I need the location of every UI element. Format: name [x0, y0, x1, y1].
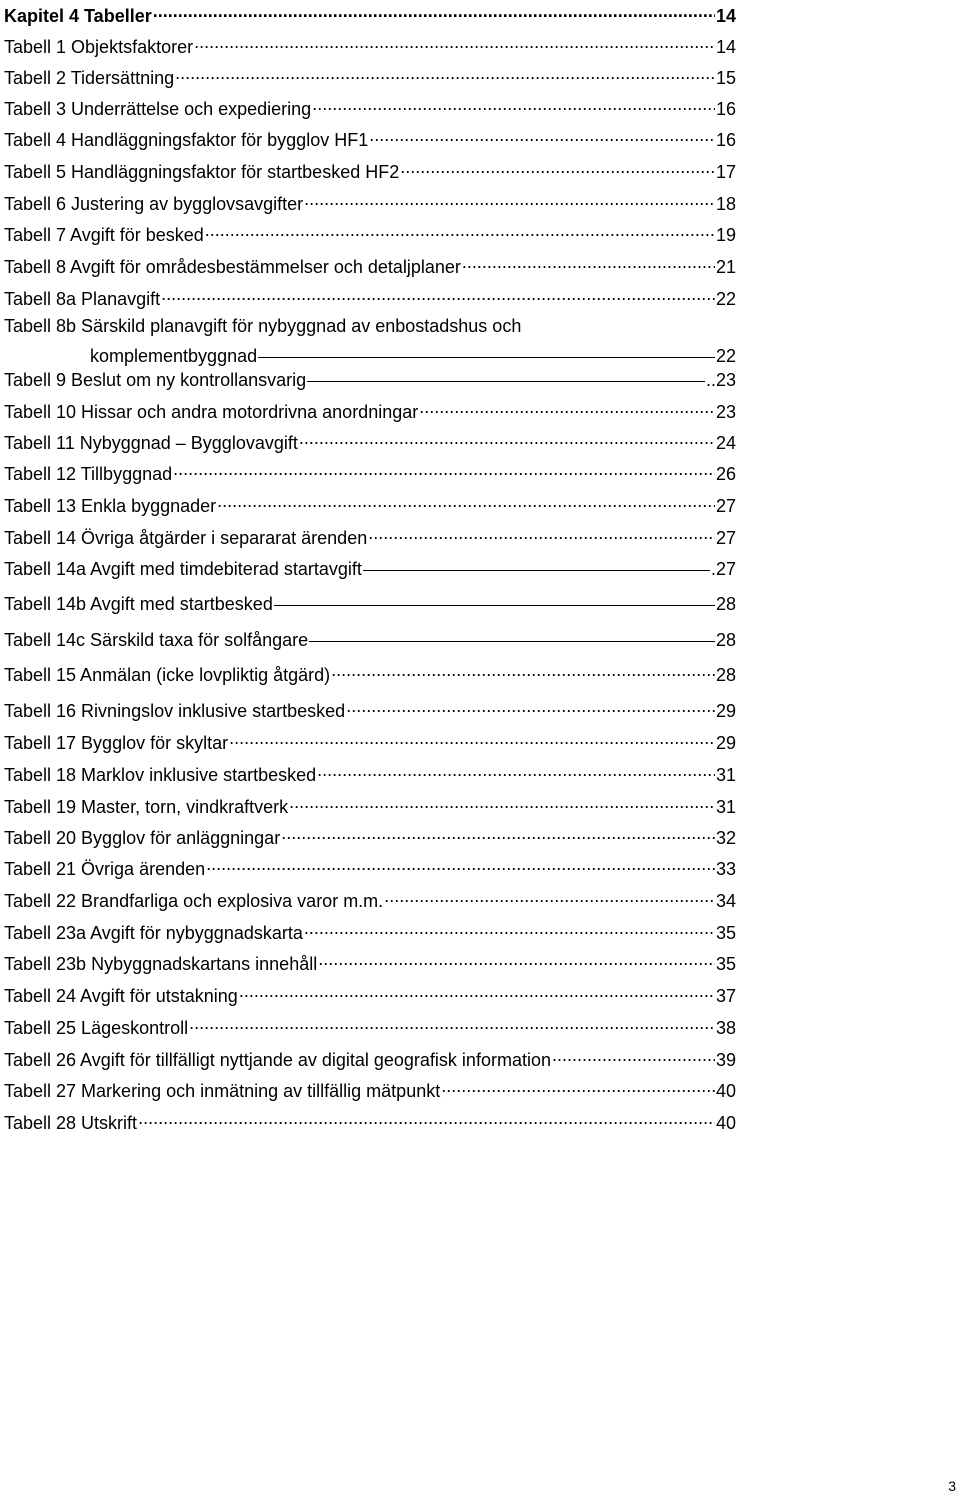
- toc-leader: [368, 522, 715, 544]
- toc-entry[interactable]: [4, 1075, 736, 1102]
- toc-leader: [206, 853, 715, 875]
- toc-entry-label: Tabell 6 Justering av bygglovsavgifter: [4, 194, 304, 214]
- toc-entry-label: Tabell 12 Tillbyggnad: [4, 464, 173, 484]
- toc-leader: [346, 695, 715, 717]
- toc-leader: [363, 553, 710, 575]
- toc-entry-page: 16: [715, 99, 736, 119]
- toc-entry-label: Kapitel 4 Tabeller: [4, 6, 152, 26]
- toc-entry-page: 28: [715, 594, 736, 614]
- toc-leader: [462, 251, 715, 273]
- toc-leader: [239, 980, 715, 1002]
- toc-leader: [309, 624, 715, 646]
- toc-entry[interactable]: [4, 31, 736, 58]
- toc-entry-label: Tabell 8a Planavgift: [4, 289, 161, 309]
- toc-leader: [331, 659, 715, 681]
- toc-entry[interactable]: [4, 283, 736, 310]
- toc-entry-page: 26: [715, 464, 736, 484]
- toc-entry[interactable]: [4, 93, 736, 120]
- toc-leader: [312, 93, 715, 115]
- toc-entry-label: Tabell 7 Avgift för besked: [4, 225, 204, 245]
- toc-entry[interactable]: [4, 759, 736, 786]
- toc-leader: [419, 396, 715, 418]
- toc-leader: [175, 62, 715, 84]
- toc-leader: [441, 1075, 715, 1097]
- toc-entry-page: ..23: [705, 370, 736, 390]
- toc-leader: [318, 948, 715, 970]
- toc-entry-label: Tabell 8b Särskild planavgift för nybyggnad av enbostadshus och: [4, 316, 522, 336]
- toc-entry-label: Tabell 5 Handläggningsfaktor för startbesked HF2: [4, 162, 400, 182]
- toc-entry-page: 23: [715, 402, 736, 422]
- toc-entry[interactable]: [4, 553, 736, 580]
- toc-entry-page: 24: [715, 433, 736, 453]
- toc-entry-page: 31: [715, 765, 736, 785]
- toc-entry-page: 17: [715, 162, 736, 182]
- toc-entry-page: 34: [715, 891, 736, 911]
- toc-entry-label: Tabell 14b Avgift med startbesked: [4, 594, 273, 614]
- toc-entry[interactable]: [4, 624, 736, 651]
- toc-entry-page: 37: [715, 986, 736, 1006]
- toc-entry[interactable]: [4, 458, 736, 485]
- toc-entry-page: 40: [715, 1113, 736, 1133]
- toc-entry-page: 16: [715, 130, 736, 150]
- toc-entry-page: 28: [715, 630, 736, 650]
- toc-leader: [552, 1044, 715, 1066]
- toc-entry-page: 22: [715, 346, 736, 366]
- toc-leader: [217, 490, 715, 512]
- toc-entry-label: Tabell 14 Övriga åtgärder i separarat ärenden: [4, 528, 368, 548]
- toc-leader: [289, 791, 715, 813]
- toc-leader: [281, 822, 715, 844]
- toc-entry[interactable]: [4, 62, 736, 89]
- toc-entry[interactable]: [4, 1044, 736, 1071]
- toc-entry-page: 32: [715, 828, 736, 848]
- toc-entry-label: Tabell 27 Markering och inmätning av tillfällig mätpunkt: [4, 1081, 441, 1101]
- toc-entry[interactable]: [4, 980, 736, 1007]
- toc-entry[interactable]: [4, 1107, 736, 1134]
- toc-entry-label: Tabell 23b Nybyggnadskartans innehåll: [4, 954, 318, 974]
- toc-entry-page: 28: [715, 665, 736, 685]
- toc-entry-label: Tabell 23a Avgift för nybyggnadskarta: [4, 923, 303, 943]
- toc-entry-label: Tabell 28 Utskrift: [4, 1113, 138, 1133]
- toc-leader: [258, 340, 715, 362]
- toc-entry-page: 29: [715, 733, 736, 753]
- toc-entry-label: Tabell 20 Bygglov för anläggningar: [4, 828, 281, 848]
- toc-entry-label: Tabell 25 Lägeskontroll: [4, 1018, 189, 1038]
- toc-entry-label: Tabell 2 Tidersättning: [4, 68, 175, 88]
- toc-entry-page: 27: [715, 528, 736, 548]
- toc-entry-label: Tabell 21 Övriga ärenden: [4, 859, 206, 879]
- toc-entry-label: Tabell 3 Underrättelse och expediering: [4, 99, 312, 119]
- toc-entry-page: 39: [715, 1050, 736, 1070]
- toc-entry-label: Tabell 9 Beslut om ny kontrollansvarig: [4, 370, 307, 390]
- toc-leader: [369, 124, 715, 146]
- toc-entry-page: 35: [715, 954, 736, 974]
- toc-entry-page: 38: [715, 1018, 736, 1038]
- toc-entry-page: 31: [715, 797, 736, 817]
- toc-entry[interactable]: [4, 0, 736, 27]
- toc-entry[interactable]: [4, 364, 736, 391]
- page-number: 3: [948, 1478, 956, 1494]
- toc-leader: [138, 1107, 715, 1129]
- toc-entry-label: Tabell 11 Nybyggnad – Bygglovavgift: [4, 433, 298, 453]
- toc-entry[interactable]: [4, 219, 736, 246]
- toc-leader: [299, 427, 715, 449]
- toc-entry[interactable]: [4, 124, 736, 151]
- toc-entry[interactable]: [4, 396, 736, 423]
- toc-entry-continuation-label: komplementbyggnad: [90, 346, 258, 366]
- toc-entry[interactable]: [4, 822, 736, 849]
- toc-entry[interactable]: [4, 948, 736, 975]
- toc-leader: [153, 0, 715, 22]
- toc-leader: [304, 917, 715, 939]
- toc-entry-page: 18: [715, 194, 736, 214]
- toc-entry-page: 15: [715, 68, 736, 88]
- toc-entry[interactable]: [4, 853, 736, 880]
- toc-entry-label: Tabell 8 Avgift för områdesbestämmelser och detaljplaner: [4, 257, 461, 277]
- toc-entry-page: 21: [715, 257, 736, 277]
- toc-entry-page: 14: [715, 37, 736, 57]
- toc-entry-label: Tabell 13 Enkla byggnader: [4, 496, 217, 516]
- toc-entry-label: Tabell 1 Objektsfaktorer: [4, 37, 194, 57]
- toc-entry-page: .27: [710, 559, 736, 579]
- toc-entry-label: Tabell 14a Avgift med timdebiterad startavgift: [4, 559, 362, 579]
- toc-entry[interactable]: [4, 522, 736, 549]
- toc-entry[interactable]: [4, 917, 736, 944]
- toc-entry-page: 40: [715, 1081, 736, 1101]
- toc-entry-page: 33: [715, 859, 736, 879]
- toc-leader: [194, 31, 715, 53]
- toc-entry-page: 27: [715, 496, 736, 516]
- toc-entry-label: Tabell 10 Hissar och andra motordrivna anordningar: [4, 402, 419, 422]
- toc-leader: [229, 727, 715, 749]
- toc-leader: [400, 156, 715, 178]
- toc-entry-page: 35: [715, 923, 736, 943]
- toc-leader: [274, 588, 715, 610]
- toc-entry-label: Tabell 19 Master, torn, vindkraftverk: [4, 797, 289, 817]
- toc-entry[interactable]: [4, 315, 736, 337]
- toc-entry[interactable]: [4, 427, 736, 454]
- toc-entry-label: Tabell 24 Avgift för utstakning: [4, 986, 238, 1006]
- toc-leader: [304, 188, 715, 210]
- toc-leader: [307, 364, 705, 386]
- toc-leader: [317, 759, 715, 781]
- toc-leader: [205, 219, 715, 241]
- toc-leader: [173, 458, 715, 480]
- toc-entry[interactable]: [4, 251, 736, 278]
- toc-entry[interactable]: [4, 727, 736, 754]
- toc-entry[interactable]: [4, 659, 736, 686]
- toc-entry[interactable]: [4, 1012, 736, 1039]
- toc-entry[interactable]: [4, 156, 736, 183]
- toc-entry-label: Tabell 17 Bygglov för skyltar: [4, 733, 229, 753]
- toc-entry-label: Tabell 22 Brandfarliga och explosiva varor m.m.: [4, 891, 384, 911]
- toc-entry-label: Tabell 14c Särskild taxa för solfångare: [4, 630, 309, 650]
- toc-entry[interactable]: [4, 885, 736, 912]
- toc-entry-label: Tabell 18 Marklov inklusive startbesked: [4, 765, 317, 785]
- toc-entry[interactable]: [4, 791, 736, 818]
- toc-entry[interactable]: [4, 588, 736, 615]
- toc-entry-label: Tabell 4 Handläggningsfaktor för bygglov HF1: [4, 130, 369, 150]
- toc-entry[interactable]: [4, 188, 736, 215]
- toc-leader: [161, 283, 715, 305]
- toc-entry-label: Tabell 15 Anmälan (icke lovpliktig åtgärd): [4, 665, 331, 685]
- toc-entry-label: Tabell 16 Rivningslov inklusive startbesked: [4, 701, 346, 721]
- toc-entry-page: 14: [715, 6, 736, 26]
- toc-leader: [384, 885, 715, 907]
- toc-entry-page: 29: [715, 701, 736, 721]
- toc-leader: [189, 1012, 715, 1034]
- toc-entry-label: Tabell 26 Avgift för tillfälligt nyttjande av digital geografisk information: [4, 1050, 551, 1070]
- toc-entry-page: 22: [715, 289, 736, 309]
- toc-entry[interactable]: [4, 490, 736, 517]
- toc-entry[interactable]: [4, 695, 736, 722]
- toc-entry-continuation[interactable]: [90, 340, 736, 367]
- toc-entry-page: 19: [715, 225, 736, 245]
